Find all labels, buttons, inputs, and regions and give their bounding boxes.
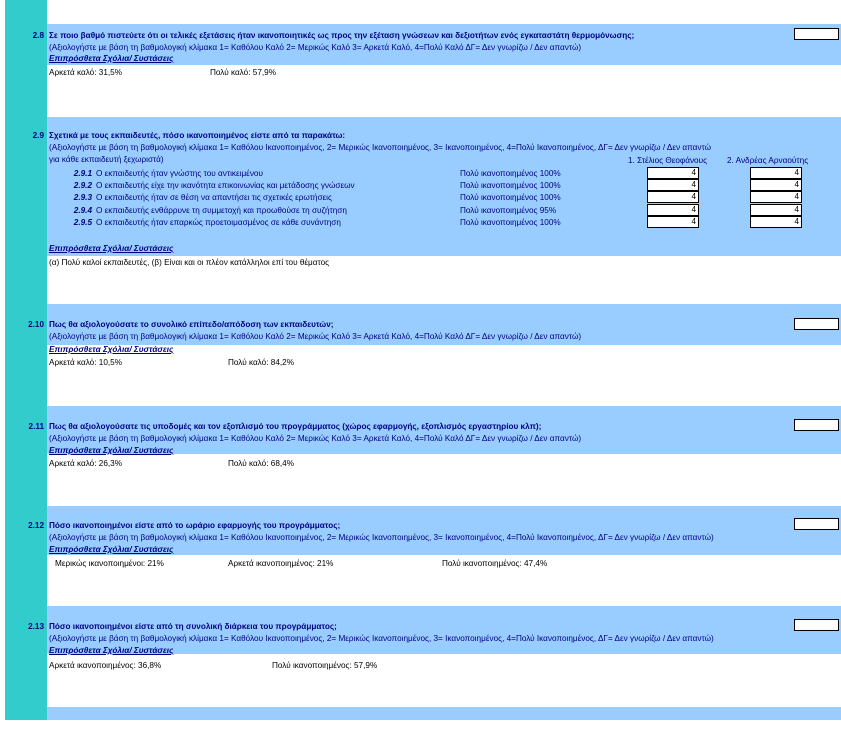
section-2-12-answer-1: Μερικώς ικανοποιημένοι: 21%: [55, 559, 164, 568]
section-2-8-rating-box[interactable]: [794, 28, 839, 40]
section-2-8-answer-1: Αρκετά καλό: 31,5%: [49, 68, 123, 77]
section-2-8-answer-2: Πολύ καλό: 57,9%: [210, 68, 276, 77]
section-2-12-answer-3: Πολύ ικανοποιημένος: 47,4%: [442, 559, 548, 568]
section-2-13-question: Πόσο ικανοποιημένοι είστε από τη συνολική διάρκεια του προγράμματος;: [49, 622, 337, 631]
section-2-12-comments-label: Επιπρόσθετα Σχόλια/ Συστάσεις: [49, 545, 174, 554]
item-2-9-5-trainer-1-value[interactable]: 4: [647, 216, 699, 228]
item-2-9-4-trainer-2-value[interactable]: 4: [750, 204, 802, 216]
side-bar: [5, 0, 47, 720]
item-2-9-3-trainer-2-value[interactable]: 4: [750, 191, 802, 203]
section-2-10-answer-1: Αρκετά καλό: 10,5%: [49, 358, 123, 367]
section-2-10-scale: (Αξιολογήστε με βάση τη βαθμολογική κλίμακα 1= Καθόλου Καλό 2= Μερικώς Καλό 3= Αρκετά Καλό, 4=Πολύ Καλό ΔΓ= Δεν γνωρίζω / Δεν απαντώ): [49, 332, 582, 341]
item-2-9-1-text: Ο εκπαιδευτής ήταν γνώστης του αντικειμένου: [96, 169, 263, 178]
item-2-9-5-trainer-2-value[interactable]: 4: [750, 216, 802, 228]
section-2-12-rating-box[interactable]: [794, 518, 839, 530]
section-2-8-question: Σε ποιο βαθμό πιστεύετε ότι οι τελικές εξετάσεις ήταν ικανοποιητικές ως προς την εξέταση γνώσεων και δεξιοτήτων ενός εγκαταστάτη θερμομόνωσης;: [49, 31, 635, 40]
trainer-2-header: 2. Ανδρέας Αρναούτης: [727, 156, 809, 165]
item-2-9-1-number: 2.9.1: [73, 169, 92, 178]
item-2-9-2-text: Ο εκπαιδευτής είχε την ικανότητα επικοινωνίας και μετάδοσης γνώσεων: [96, 181, 355, 190]
section-2-9-number: 2.9: [32, 131, 44, 140]
section-2-11-answer-2: Πολύ καλό: 68,4%: [228, 459, 294, 468]
item-2-9-4-result: Πολύ ικανοποιημένος 95%: [460, 206, 557, 215]
trainer-1-header: 1. Στέλιος Θεοφάνους: [628, 156, 708, 165]
section-2-9-question: Σχετικά με τους εκπαιδευτές, πόσο ικανοποιημένος είστε από τα παρακάτω:: [49, 131, 346, 140]
section-2-9-comment-text: (α) Πολύ καλοί εκπαιδευτές, (β) Είναι και οι πλέον κατάλληλοι επί του θέματος: [49, 258, 330, 267]
item-2-9-4-number: 2.9.4: [73, 206, 92, 215]
item-2-9-4-trainer-1-value[interactable]: 4: [647, 204, 699, 216]
section-2-13-rating-box[interactable]: [794, 619, 839, 631]
item-2-9-5-text: Ο εκπαιδευτής ήταν επαρκώς προετοιμασμένος σε κάθε συνάντηση: [96, 218, 341, 227]
item-2-9-2-result: Πολύ ικανοποιημένος 100%: [460, 181, 561, 190]
section-2-8-number: 2.8: [32, 31, 44, 40]
section-2-10-rating-box[interactable]: [794, 318, 839, 330]
section-2-9-scale-cont: για κάθε εκπαιδευτή ξεχωριστά): [49, 155, 164, 164]
section-2-13-answer-2: Πολύ ικανοποιημένος: 57,9%: [272, 661, 378, 670]
section-2-11-scale: (Αξιολογήστε με βάση τη βαθμολογική κλίμακα 1= Καθόλου Καλό 2= Μερικώς Καλό 3= Αρκετά Καλό, 4=Πολύ Καλό ΔΓ= Δεν γνωρίζω / Δεν απαντώ): [49, 434, 582, 443]
section-2-10-answer-2: Πολύ καλό: 84,2%: [228, 358, 294, 367]
item-2-9-5-number: 2.9.5: [73, 218, 92, 227]
section-2-11-answer-1: Αρκετά καλό: 26,3%: [49, 459, 123, 468]
item-2-9-1-trainer-1-value[interactable]: 4: [647, 167, 699, 179]
section-2-12-question: Πόσο ικανοποιημένοι είστε από το ωράριο εφαρμογής του προγράμματος;: [49, 521, 341, 530]
section-2-12-scale: (Αξιολογήστε με βάση τη βαθμολογική κλίμακα 1= Καθόλου Ικανοποιημένος, 2= Μερικώς Ικανοποιημένος, 3= Ικανοποιημένος, 4=Πολύ Ικανοποιημένος, ΔΓ= Δεν γνωρίζω / Δεν απαντώ): [49, 533, 714, 542]
section-2-12-number: 2.12: [28, 521, 44, 530]
section-2-13-number: 2.13: [28, 622, 44, 631]
section-2-8-scale: (Αξιολογήστε με βάση τη βαθμολογική κλίμακα 1= Καθόλου Καλό 2= Μερικώς Καλό 3= Αρκετά Καλό, 4=Πολύ Καλό ΔΓ= Δεν γνωρίζω / Δεν απαντώ): [49, 43, 582, 52]
item-2-9-3-text: Ο εκπαιδευτής ήταν σε θέση να απαντήσει τις σχετικές ερωτήσεις: [96, 193, 332, 202]
item-2-9-5-result: Πολύ ικανοποιημένος 100%: [460, 218, 561, 227]
item-2-9-2-number: 2.9.2: [73, 181, 92, 190]
section-2-10-number: 2.10: [28, 320, 44, 329]
section-2-11-number: 2.11: [28, 422, 44, 431]
section-2-9-comments-label: Επιπρόσθετα Σχόλια/ Συστάσεις: [49, 244, 174, 253]
section-2-13-answer-1: Αρκετά ικανοποιημένος: 36,8%: [49, 661, 162, 670]
item-2-9-3-result: Πολύ ικανοποιημένος 100%: [460, 193, 561, 202]
section-2-10-question: Πως θα αξιολογούσατε το συνολικό επίπεδο/απόδοση των εκπαιδευτών;: [49, 320, 334, 329]
item-2-9-4-text: Ο εκπαιδευτής ενθάρρυνε τη συμμετοχή και προωθούσε τη συζήτηση: [96, 206, 347, 215]
section-2-11-comments-label: Επιπρόσθετα Σχόλια/ Συστάσεις: [49, 446, 174, 455]
next-section-band: [47, 707, 841, 720]
section-2-13-comments-label: Επιπρόσθετα Σχόλια/ Συστάσεις: [49, 646, 174, 655]
item-2-9-2-trainer-1-value[interactable]: 4: [647, 179, 699, 191]
item-2-9-3-number: 2.9.3: [73, 193, 92, 202]
section-2-11-question: Πως θα αξιολογούσατε τις υποδομές και τον εξοπλισμό του προγράμματος (χώρος εφαρμογής, εξοπλισμός εργαστηρίου κλπ);: [49, 422, 542, 431]
item-2-9-3-trainer-1-value[interactable]: 4: [647, 191, 699, 203]
item-2-9-1-result: Πολύ ικανοποιημένος 100%: [460, 169, 561, 178]
section-2-9-scale: (Αξιολογήστε με βάση τη βαθμολογική κλίμακα 1= Καθόλου Ικανοποιημένος, 2= Μερικώς Ικανοποιημένος, 3= Ικανοποιημένος, 4=Πολύ Ικανοποιημένος, ΔΓ= Δεν γνωρίζω / Δεν απαντώ: [49, 143, 712, 152]
section-2-8-comments-label: Επιπρόσθετα Σχόλια/ Συστάσεις: [49, 54, 174, 63]
item-2-9-2-trainer-2-value[interactable]: 4: [750, 179, 802, 191]
section-2-12-answer-2: Αρκετά ικανοποιημένος: 21%: [228, 559, 334, 568]
section-2-11-rating-box[interactable]: [794, 419, 839, 431]
item-2-9-1-trainer-2-value[interactable]: 4: [750, 167, 802, 179]
section-2-10-comments-label: Επιπρόσθετα Σχόλια/ Συστάσεις: [49, 345, 174, 354]
section-2-13-scale: (Αξιολογήστε με βάση τη βαθμολογική κλίμακα 1= Καθόλου Ικανοποιημένος, 2= Μερικώς Ικανοποιημένος, 3= Ικανοποιημένος, 4=Πολύ Ικανοποιημένος, ΔΓ= Δεν γνωρίζω / Δεν απαντώ): [49, 634, 714, 643]
